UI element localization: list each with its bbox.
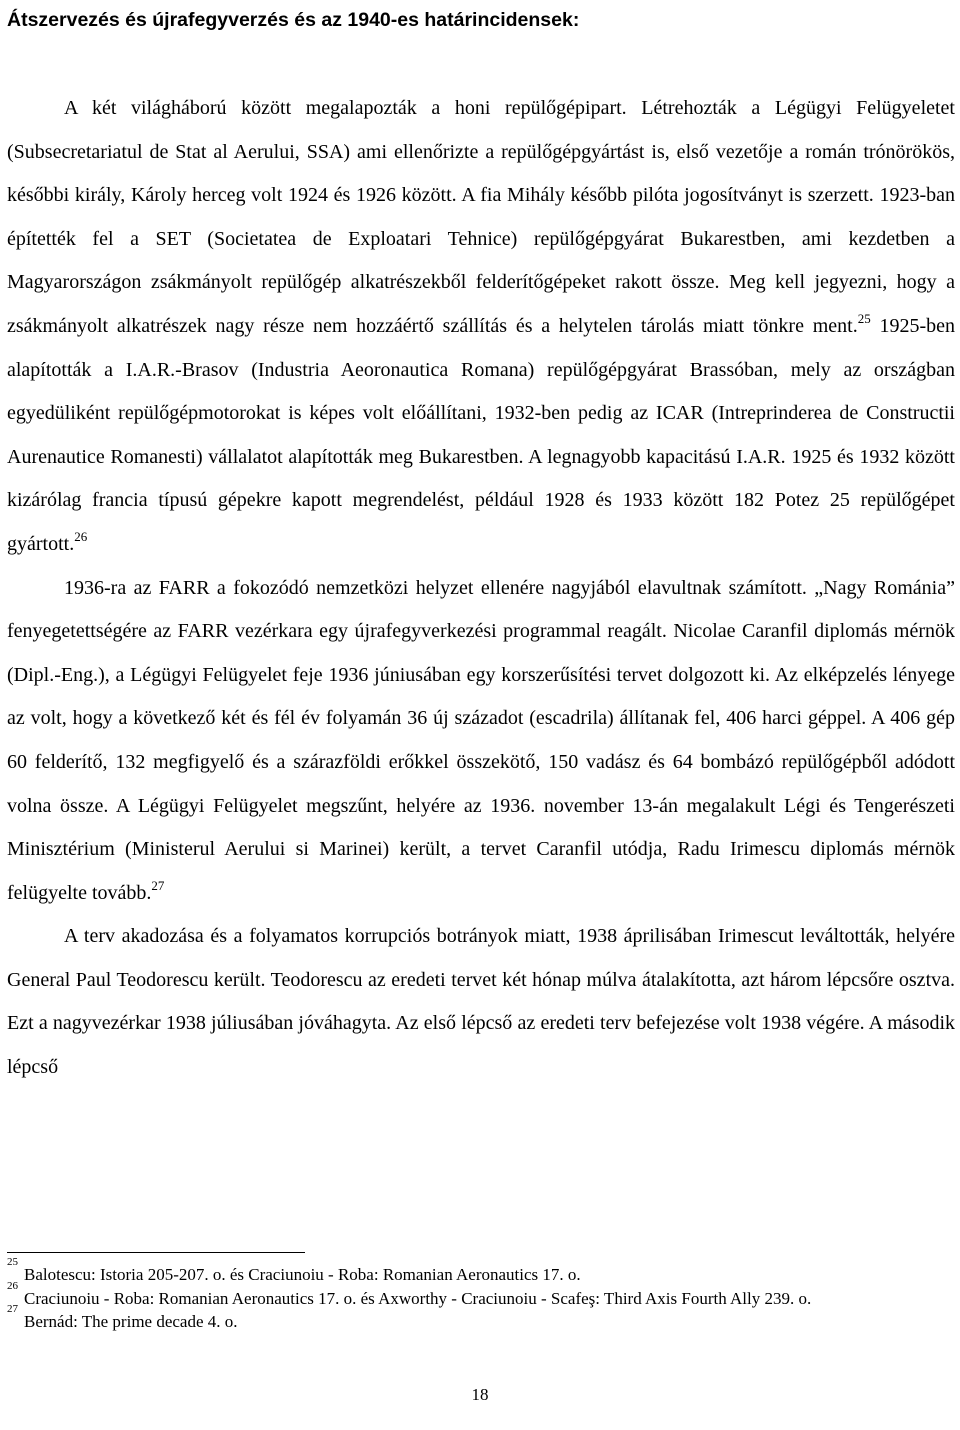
paragraph-text: A terv akadozása és a folyamatos korrupciós botrányok miatt, 1938 áprilisában Irimescut leváltották, helyére General Paul Teodorescu került. Teodorescu az eredeti tervet két hónap múlva átalakította, azt három lépcsőre osztva. Ezt a nagyvezérkar 1938 júliusában jóváhagyta. Az első lépcső az eredeti terv befejezése volt 1938 végére. A második lépcső [7,925,955,1079]
footnote-ref-25[interactable]: 25 [857,310,871,326]
footnote-26 [7,1279,955,1311]
paragraph-text: 1925-ben alapították a I.A.R.-Brasov (Industria Aeoronautica Romana) repülőgépgyárat Brassóban, mely az országban egyedüliként repülőgépmotorokat is képes volt előállítani, 1932-ben pedig az ICAR (Intreprinderea de Constructii Aurenautice Romanesti) vállalatot alapították meg Bukarestben. A legnagyobb kapacitású I.A.R. 1925 és 1932 között kizárólag francia típusú gépekre kapott megrendelést, például 1928 és 1933 között 182 Potez 25 repülőgépet gyártott. [7,314,955,555]
paragraph-1 [7,87,955,567]
paragraph-text: A két világháború között megalapozták a honi repülőgépipart. Létrehozták a Légügyi Felügyeletet (Subsecretariatul de Stat al Aerului, SSA) ami ellenőrizte a repülőgépgyártást is, első vezetője a román trónörökös, későbbi király, Károly herceg volt 1924 és 1926 között. A fia Mihály később pilóta jogosítványt is szerzett. 1923-ban építették fel a SET (Societatea de Exploatari Tehnice) repülőgépgyárat Bukarestben, ami kezdetben a Magyarországon zsákmányolt repülőgép alkatrészekből felderítőgépeket rakott össze. Meg kell jegyezni, hogy a zsákmányolt alkatrészek nagy része nem hozzáértő szállítás és a helytelen tárolás miatt tönkre ment. [7,97,955,337]
footnote-number: 25 [7,1256,18,1268]
footnote-separator [7,1252,305,1253]
footnote-text: Balotescu: Istoria 205-207. o. és Craciunoiu - Roba: Romanian Aeronautics 17. o. [24,1265,581,1284]
footnote-25 [7,1256,955,1287]
footnote-ref-26[interactable]: 26 [74,528,88,544]
footnote-number: 27 [7,1303,18,1315]
footnote-27 [7,1303,955,1334]
footnote-text: Craciunoiu - Roba: Romanian Aeronautics 17. o. és Axworthy - Craciunoiu - Scafeş: Third Axis Fourth Ally 239. o. [24,1288,812,1308]
body-text [7,87,955,1090]
footnote-text: Bernád: The prime decade 4. o. [24,1312,238,1331]
footnotes [7,1256,955,1334]
paragraph-text: 1936-ra az FARR a fokozódó nemzetközi helyzet ellenére nagyjából elavultnak számított. „Nagy Románia” fenyegetettségére az FARR vezérkara egy újrafegyverkezési programmal reagált. Nicolae Caranfil diplomás mérnök (Dipl.-Eng.), a Légügyi Felügyelet feje 1936 júniusában egy korszerűsítési tervet dolgozott ki. Az elképzelés lényege az volt, hogy a következő két és fél év folyamán 36 új századot (escadrila) állítanak fel, 406 harci géppel. A 406 gép 60 felderítő, 132 megfigyelő és a szárazföldi erőkkel összekötő, 150 vadász és 64 bombázó repülőgépből adódott volna össze. A Légügyi Felügyelet megszűnt, helyére az 1936. november 13-án megalakult Légi és Tengerészeti Minisztérium (Ministerul Aerului si Marinei) került, a tervet Caranfil utódja, Radu Irimescu diplomás mérnök felügyelte tovább. [7,576,955,904]
paragraph-3 [7,915,955,1089]
footnote-ref-27[interactable]: 27 [151,877,165,893]
section-heading: Átszervezés és újrafegyverzés és az 1940-es határincidensek: [7,9,580,31]
page-number: 18 [471,1385,489,1404]
paragraph-2 [7,567,955,916]
footnote-number: 26 [7,1279,18,1292]
